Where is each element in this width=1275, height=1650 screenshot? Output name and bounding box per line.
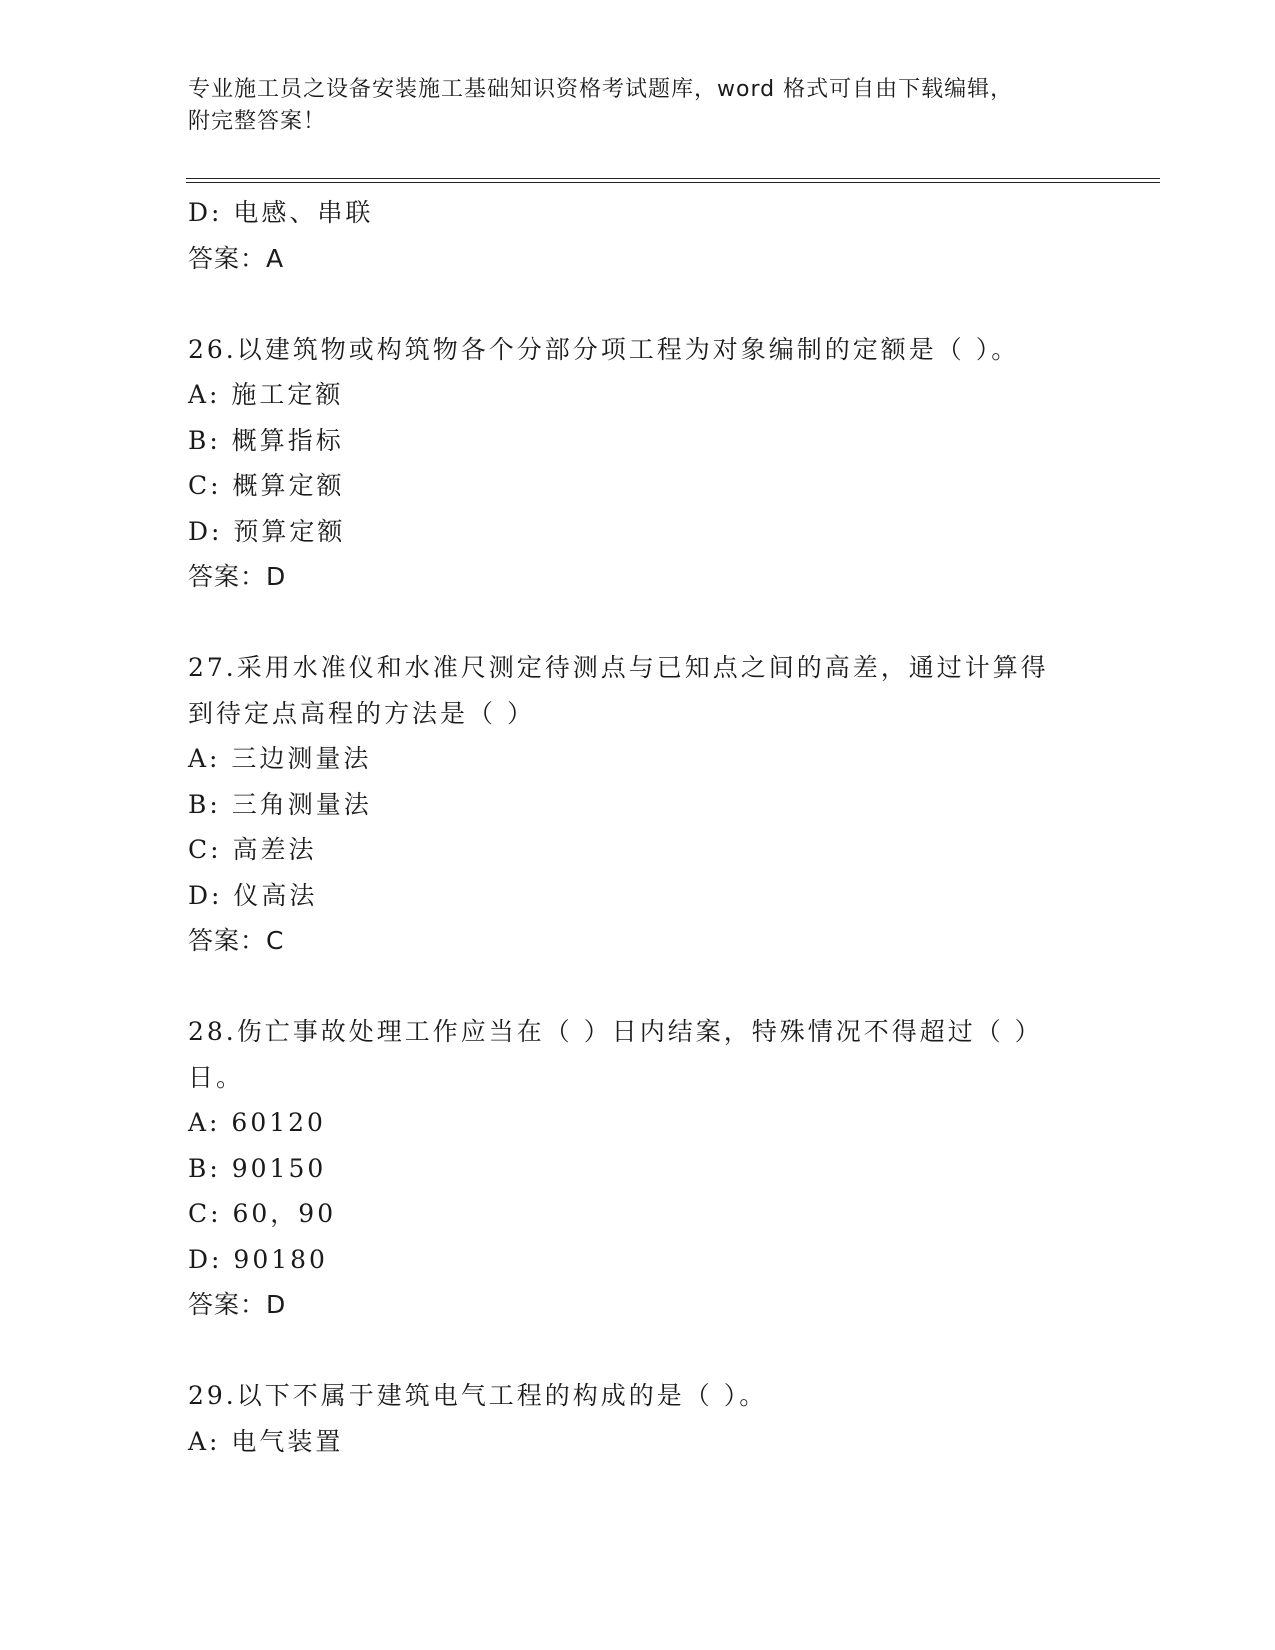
question-26-option-d: D: 预算定额	[188, 516, 346, 546]
question-26-option-a: A: 施工定额	[188, 380, 344, 409]
document-header	[188, 74, 1088, 138]
header-divider-top	[186, 178, 1160, 179]
spacer	[188, 1328, 1088, 1374]
question-27-option-a: A: 三边测量法	[188, 744, 372, 773]
question-27-option-c: C: 高差法	[188, 835, 317, 864]
question-28-stem-line-1: 28.伤亡事故处理工作应当在（ ）日内结案，特殊情况不得超过（ ）	[188, 1017, 1043, 1046]
question-28-option-a: A: 60120	[188, 1108, 326, 1137]
question-28-option-b: B: 90150	[188, 1153, 327, 1183]
question-27-option-d: D: 仪高法	[188, 880, 318, 910]
question-27-option-b: B: 三角测量法	[188, 789, 372, 819]
spacer	[188, 600, 1088, 646]
question-29-option-a: A: 电气装置	[188, 1426, 344, 1456]
header-line-1: 专业施工员之设备安装施工基础知识资格考试题库，word 格式可自由下载编辑，	[188, 77, 1014, 102]
question-26-stem: 26.以建筑物或构筑物各个分部分项工程为对象编制的定额是（ ）。	[188, 334, 1020, 364]
question-29-stem: 29.以下不属于建筑电气工程的构成的是（ ）。	[188, 1381, 768, 1410]
question-26-answer: 答案：D	[188, 562, 287, 591]
question-28-option-c: C: 60，90	[188, 1199, 337, 1228]
question-list	[188, 190, 1088, 1464]
spacer	[188, 964, 1088, 1010]
spacer	[188, 281, 1088, 327]
question-26-option-b: B: 概算指标	[188, 425, 344, 455]
option-d-prev: D: 电感、串联	[188, 198, 374, 227]
question-28-option-d: D: 90180	[188, 1244, 328, 1274]
header-line-2: 附完整答案！	[188, 109, 327, 134]
question-28-stem-line-2: 日。	[188, 1062, 245, 1092]
answer-prev: 答案：A	[188, 243, 285, 273]
question-26-option-c: C: 概算定额	[188, 471, 345, 500]
question-27-stem-line-1: 27.采用水准仪和水准尺测定待测点与已知点之间的高差，通过计算得	[188, 653, 1049, 682]
header-divider-bottom	[186, 182, 1160, 183]
question-28-answer: 答案：D	[188, 1290, 287, 1319]
question-27-stem-line-2: 到待定点高程的方法是（ ）	[188, 698, 535, 728]
question-27-answer: 答案：C	[188, 926, 285, 955]
